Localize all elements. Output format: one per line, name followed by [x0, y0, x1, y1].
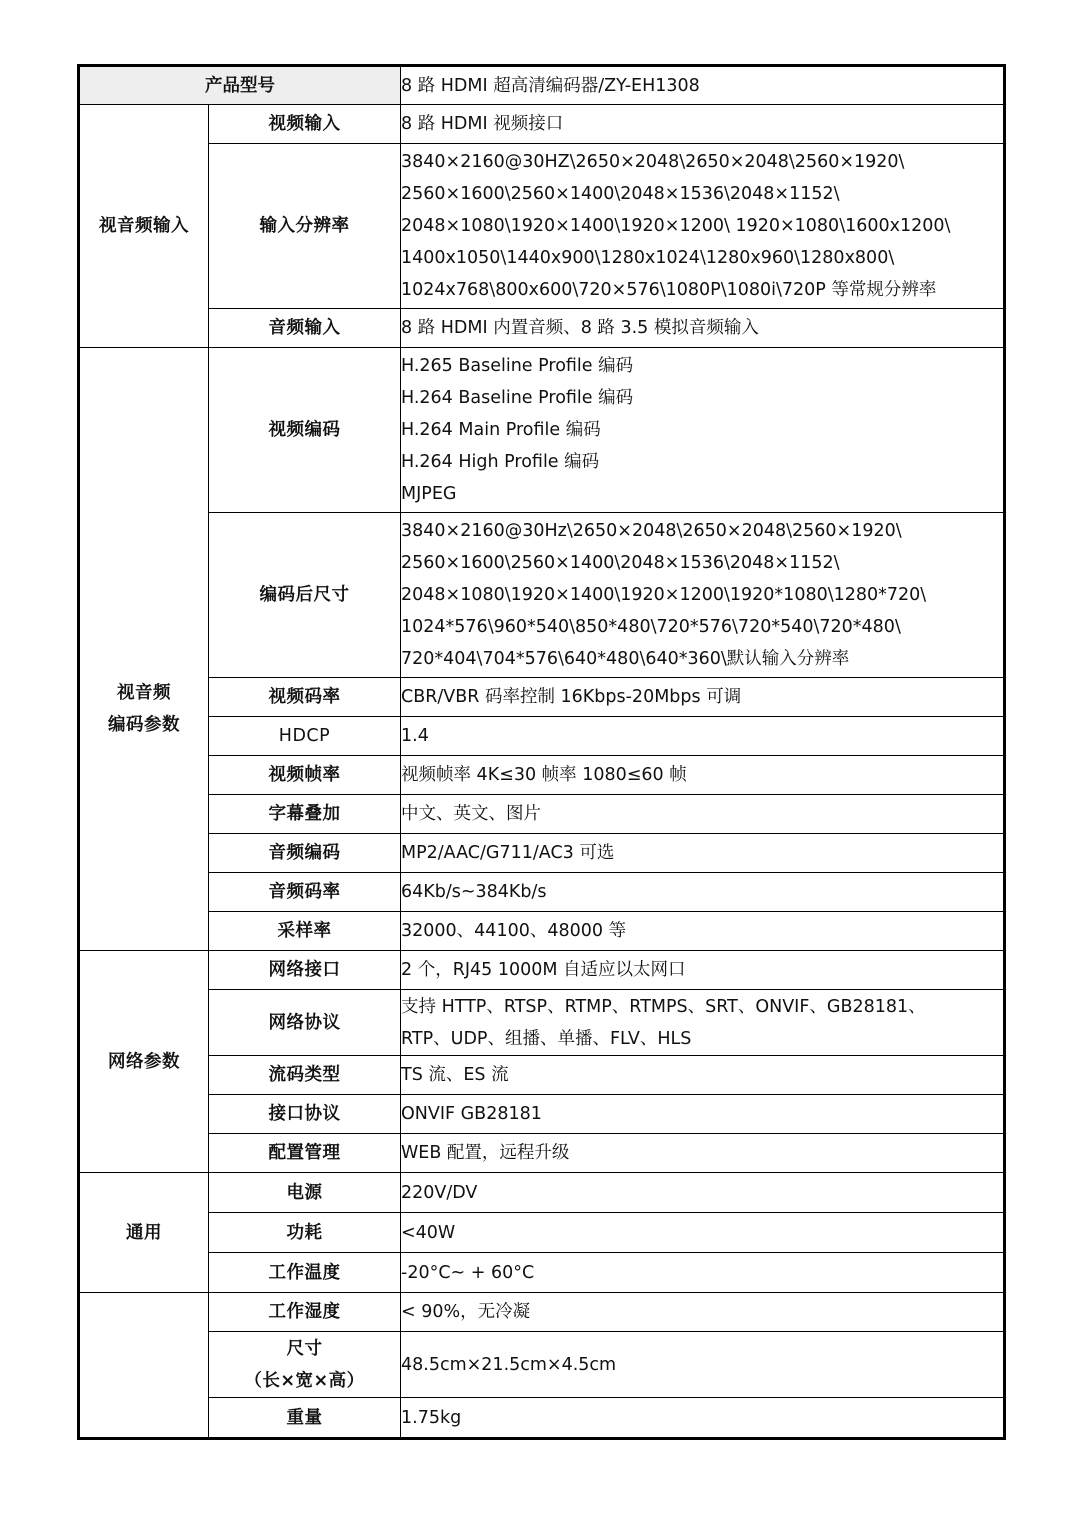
group-label-line: 编码参数	[108, 715, 180, 735]
row-key: 重量	[209, 1398, 401, 1439]
table-row	[79, 1293, 1005, 1332]
row-value-multiline	[401, 513, 1005, 678]
table-row	[79, 990, 1005, 1056]
value-line: 1024*576\960*540\850*480\720*576\720*540\720*480\	[401, 617, 901, 637]
row-key: 字幕叠加	[209, 795, 401, 834]
product-label: 产品型号	[79, 66, 401, 105]
table-row	[79, 951, 1005, 990]
row-value: TS 流、ES 流	[401, 1056, 1005, 1095]
table-row	[79, 717, 1005, 756]
value-line: 1024x768\800x600\720×576\1080P\1080i\720P 等常规分辨率	[401, 280, 937, 300]
row-value: ONVIF GB28181	[401, 1095, 1005, 1134]
key-line: （长×宽×高）	[244, 1370, 365, 1391]
table-row	[79, 105, 1005, 144]
value-line: 3840×2160@30Hz\2650×2048\2650×2048\2560×1920\	[401, 521, 902, 541]
row-value: < 90%，无冷凝	[401, 1293, 1005, 1332]
row-value: 8 路 HDMI 视频接口	[401, 105, 1005, 144]
table-row	[79, 144, 1005, 309]
group-label-general: 通用	[79, 1173, 209, 1293]
value-line: 2048×1080\1920×1400\1920×1200\1920*1080\1280*720\	[401, 585, 927, 605]
row-value: CBR/VBR 码率控制 16Kbps-20Mbps 可调	[401, 678, 1005, 717]
group-label-physical	[79, 1293, 209, 1439]
table-row	[79, 1398, 1005, 1439]
row-key: 音频编码	[209, 834, 401, 873]
value-line: 2560×1600\2560×1400\2048×1536\2048×1152\	[401, 184, 840, 204]
product-value: 8 路 HDMI 超高清编码器/ZY-EH1308	[401, 66, 1005, 105]
row-value: 1.75kg	[401, 1398, 1005, 1439]
row-value: 1.4	[401, 717, 1005, 756]
table-row	[79, 1056, 1005, 1095]
row-value: <40W	[401, 1213, 1005, 1253]
table-row	[79, 309, 1005, 348]
row-value: 32000、44100、48000 等	[401, 912, 1005, 951]
row-value: -20°C~ + 60°C	[401, 1253, 1005, 1293]
table-row	[79, 912, 1005, 951]
table-row	[79, 1213, 1005, 1253]
row-value: 8 路 HDMI 内置音频、8 路 3.5 模拟音频输入	[401, 309, 1005, 348]
table-row	[79, 348, 1005, 513]
value-line: 2048×1080\1920×1400\1920×1200\ 1920×1080\1600x1200\	[401, 216, 951, 236]
row-value: 48.5cm×21.5cm×4.5cm	[401, 1332, 1005, 1398]
value-line: H.264 High Profile 编码	[401, 452, 600, 472]
row-key: 电源	[209, 1173, 401, 1213]
row-key: 采样率	[209, 912, 401, 951]
row-value: 220V/DV	[401, 1173, 1005, 1213]
row-key: 视频编码	[209, 348, 401, 513]
key-line: 尺寸	[286, 1338, 323, 1359]
table-row	[79, 873, 1005, 912]
row-value-multiline	[401, 348, 1005, 513]
row-value: 2 个，RJ45 1000M 自适应以太网口	[401, 951, 1005, 990]
table-row	[79, 1173, 1005, 1213]
row-key: 视频码率	[209, 678, 401, 717]
row-value: MP2/AAC/G711/AC3 可选	[401, 834, 1005, 873]
row-key-multiline	[209, 1332, 401, 1398]
table-row	[79, 1134, 1005, 1173]
row-key: 音频码率	[209, 873, 401, 912]
product-row	[79, 66, 1005, 105]
row-value: 中文、英文、图片	[401, 795, 1005, 834]
row-key: HDCP	[209, 717, 401, 756]
row-key: 流码类型	[209, 1056, 401, 1095]
row-key: 网络协议	[209, 990, 401, 1056]
row-key: 功耗	[209, 1213, 401, 1253]
group-label-line: 视音频	[117, 683, 171, 703]
value-line: 支持 HTTP、RTSP、RTMP、RTMPS、SRT、ONVIF、GB28181、	[401, 996, 926, 1017]
table-row	[79, 513, 1005, 678]
row-value: 视频帧率 4K≤30 帧率 1080≤60 帧	[401, 756, 1005, 795]
row-key: 工作湿度	[209, 1293, 401, 1332]
table-row	[79, 756, 1005, 795]
row-key: 视频帧率	[209, 756, 401, 795]
group-label-av-encode	[79, 348, 209, 951]
row-value: WEB 配置，远程升级	[401, 1134, 1005, 1173]
group-label-av-input: 视音频输入	[79, 105, 209, 348]
row-key: 网络接口	[209, 951, 401, 990]
value-line: 1400x1050\1440x900\1280x1024\1280x960\1280x800\	[401, 248, 895, 268]
row-value-multiline	[401, 990, 1005, 1056]
row-key: 视频输入	[209, 105, 401, 144]
table-row	[79, 678, 1005, 717]
row-value: 64Kb/s~384Kb/s	[401, 873, 1005, 912]
row-key: 接口协议	[209, 1095, 401, 1134]
value-line: RTP、UDP、组播、单播、FLV、HLS	[401, 1028, 692, 1049]
row-key: 配置管理	[209, 1134, 401, 1173]
row-key: 工作温度	[209, 1253, 401, 1293]
value-line: MJPEG	[401, 484, 457, 504]
group-label-network: 网络参数	[79, 951, 209, 1173]
value-line: 720*404\704*576\640*480\640*360\默认输入分辨率	[401, 649, 850, 669]
row-key: 音频输入	[209, 309, 401, 348]
row-key: 编码后尺寸	[209, 513, 401, 678]
value-line: H.264 Baseline Profile 编码	[401, 388, 634, 408]
table-row	[79, 795, 1005, 834]
row-value-multiline	[401, 144, 1005, 309]
row-key: 输入分辨率	[209, 144, 401, 309]
value-line: H.264 Main Profile 编码	[401, 420, 601, 440]
table-row	[79, 834, 1005, 873]
table-row	[79, 1332, 1005, 1398]
table-row	[79, 1253, 1005, 1293]
value-line: 3840×2160@30HZ\2650×2048\2650×2048\2560×1920\	[401, 152, 905, 172]
value-line: H.265 Baseline Profile 编码	[401, 356, 634, 376]
table-row	[79, 1095, 1005, 1134]
spec-table	[77, 64, 1006, 1440]
value-line: 2560×1600\2560×1400\2048×1536\2048×1152\	[401, 553, 840, 573]
